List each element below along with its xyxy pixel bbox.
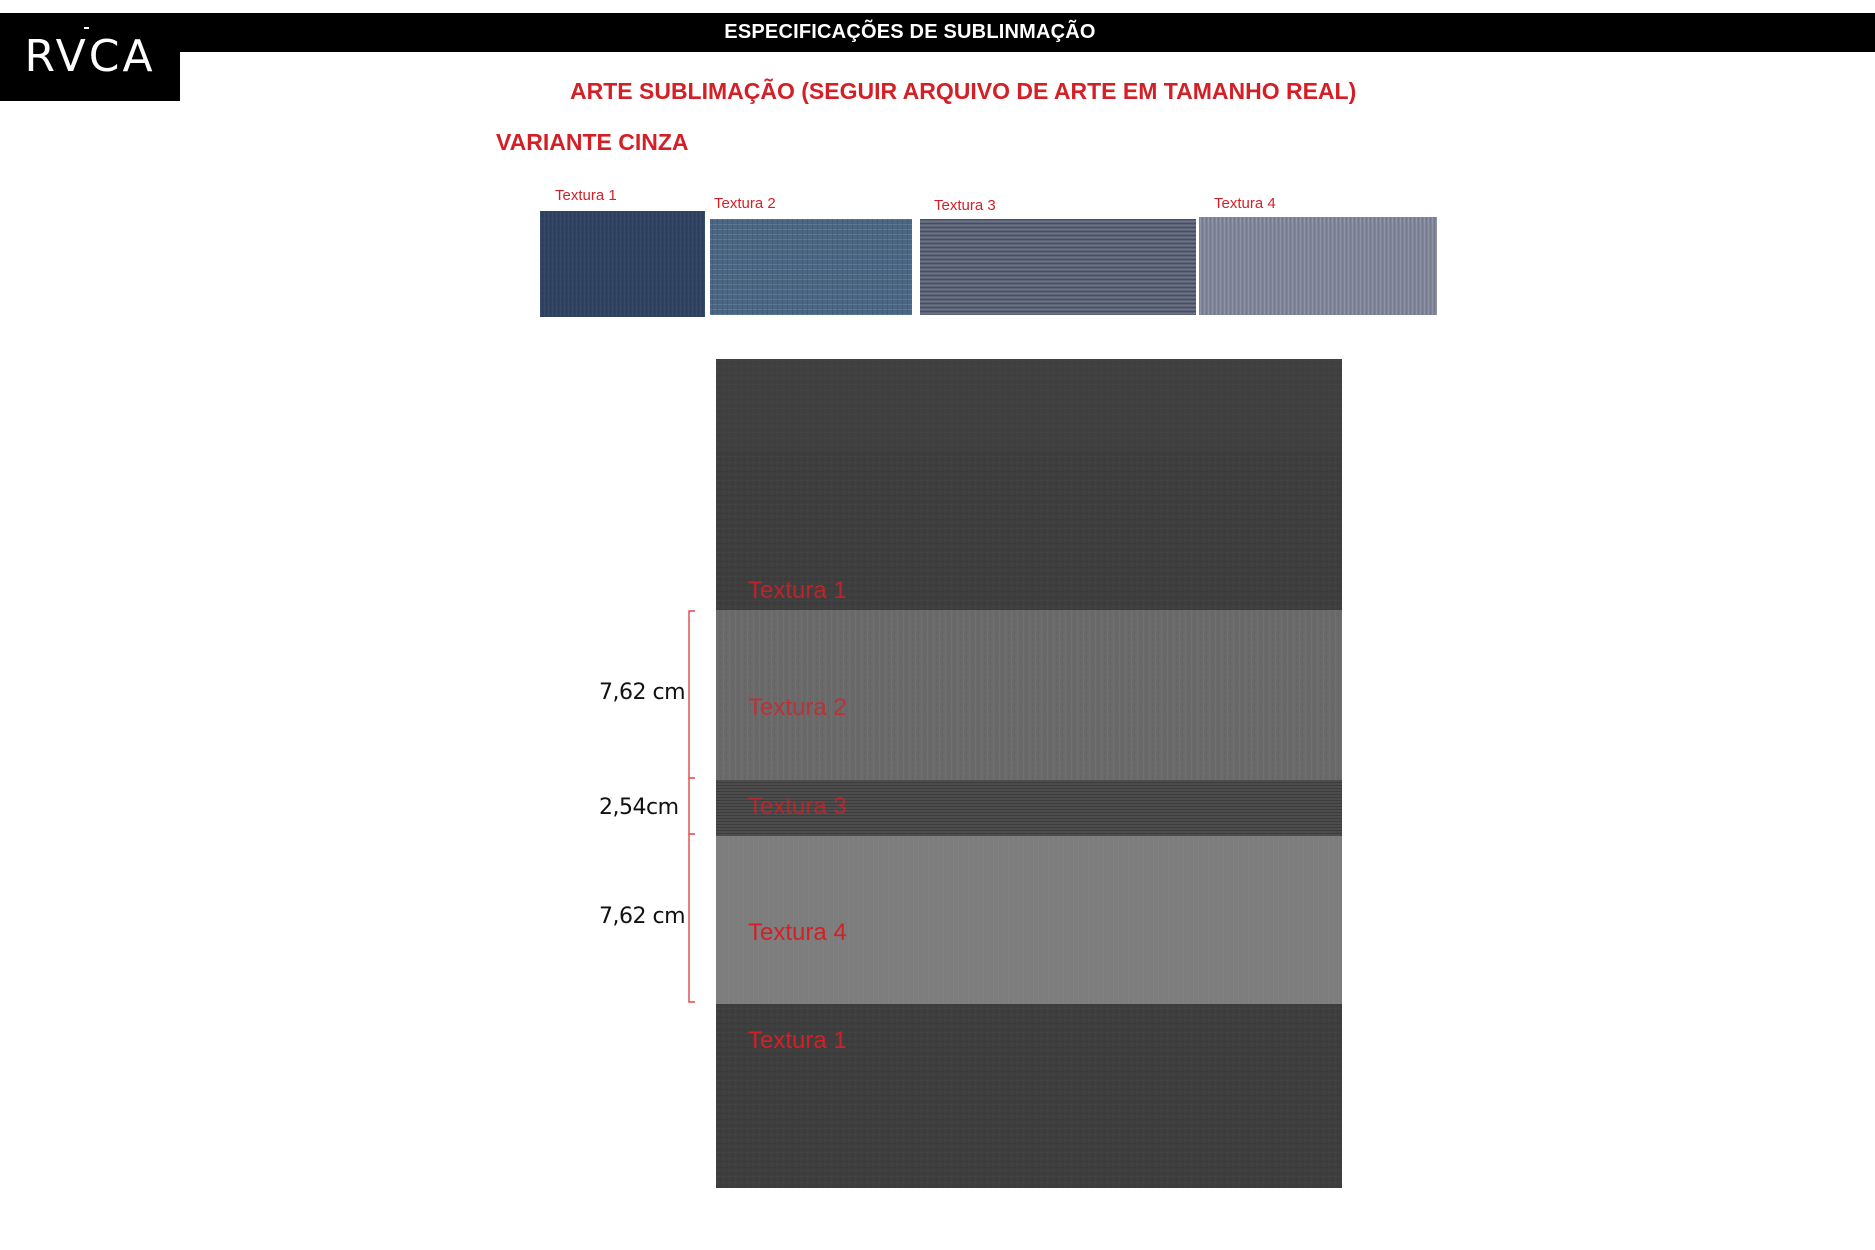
- panel-texture: [716, 359, 1342, 1188]
- page-title: ESPECIFICAÇÕES DE SUBLINMAÇÃO: [724, 21, 1096, 43]
- art-title: ARTE SUBLIMAÇÃO (SEGUIR ARQUIVO DE ARTE EM TAMANHO REAL): [570, 78, 1357, 104]
- swatch-label-2: Textura 2: [714, 195, 776, 212]
- swatch-textura-1: [540, 211, 705, 317]
- band-label-textura-1-top: Textura 1: [748, 577, 847, 604]
- swatch-label-1: Textura 1: [555, 187, 617, 204]
- rvca-logo: [0, 13, 180, 101]
- header-bar: [0, 13, 1875, 52]
- swatch-label-4: Textura 4: [1214, 195, 1276, 212]
- sublimation-panel: [716, 359, 1342, 1188]
- dimension-label-textura-3: 2,54cm: [599, 795, 679, 820]
- dimension-label-textura-4: 7,62 cm: [599, 904, 686, 929]
- swatch-textura-3: [920, 219, 1196, 315]
- band-label-textura-1-bottom: Textura 1: [748, 1027, 847, 1054]
- swatch-textura-4: [1199, 217, 1437, 315]
- variant-title: VARIANTE CINZA: [496, 129, 689, 155]
- dimension-label-textura-2: 7,62 cm: [599, 680, 686, 705]
- logo-mark: [84, 27, 89, 29]
- band-label-textura-4: Textura 4: [748, 919, 847, 946]
- band-label-textura-2: Textura 2: [748, 694, 847, 721]
- band-label-textura-3: Textura 3: [748, 793, 847, 820]
- swatch-label-3: Textura 3: [934, 197, 996, 214]
- logo-text: RVCA: [24, 31, 156, 82]
- dimension-brackets: [685, 605, 707, 1005]
- swatch-textura-2: [710, 219, 912, 315]
